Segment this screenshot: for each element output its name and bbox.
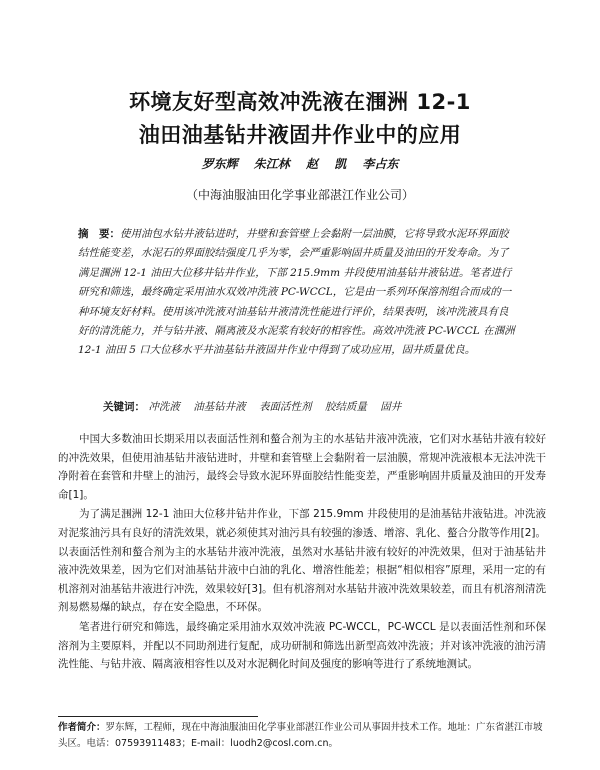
keywords-label: 关键词： [103,401,145,413]
keyword: 油基钻井液 [193,401,246,413]
body-paragraph: 为了满足涠洲 12-1 油田大位移井钻井作业，下部 215.9mm 井段使用的是油基钻井液钻进。冲洗液对泥浆油污具有良好的清洗效果，就必须使其对油污具有较强的渗透、增溶、乳化、螯合分散等作用[2]。以表面活性剂和螯合剂为主的水基钻井液冲洗液，虽然对水基钻井液有较好的冲洗效果，但对于油基钻井液冲洗效果差，因为它们对油基钻井液中白油的乳化、增溶性能差；根据“相似相容”原理，采用一定的有机溶剂对油基钻井液进行冲洗，效果较好[3]。但有机溶剂对水基钻井液冲洗效果较差，而且有机溶剂清洗剂易燃易爆的缺点，存在安全隐患，不环保。 [58,508,546,614]
body-paragraph: 笔者进行研究和筛选，最终确定采用油水双效冲洗液 PC-WCCL，PC-WCCL 是以表面活性剂和环保溶剂为主要原料，并配以不同助剂进行复配，成功研制和筛选出新型高效冲洗液；并对该冲洗液的油污清洗性能、与钻井液、隔离液相容性以及对水泥稠化时间及强度的影响等进行了系统地测试。 [58,620,546,671]
author-list [0,155,600,172]
keyword: 冲洗液 [148,401,180,413]
abstract [78,225,518,361]
author-name: 凯 [334,157,347,171]
paper-title-line-1: 环境友好型高效冲洗液在涠洲 12-1 [129,90,471,114]
footnote-text: 罗东辉，工程师，现在中海油服油田化学事业部湛江作业公司从事固井技术工作。地址：广东省湛江市坡头区。电话：07593911483；E-mail：luodh2@cosl.com.cn。 [58,722,543,749]
author-name: 罗东辉 [201,157,238,171]
author-name: 李占东 [362,157,399,171]
keywords [103,399,523,414]
affiliation: （中海油服油田化学事业部湛江作业公司） [185,188,414,202]
keyword: 表面活性剂 [259,401,312,413]
keyword: 固井 [380,401,402,413]
author-name: 赵 [305,157,318,171]
keyword: 胶结质量 [324,401,367,413]
body-text [58,430,546,675]
abstract-text: 使用油包水钻井液钻进时，井壁和套管壁上会黏附一层油膜，它将导致水泥环界面胶结性能变差，水泥石的界面胶结强度几乎为零，会严重影响固井质量及油田的开发寿命。为了满足涠洲 12-1 油田大位移井钻井作业，下部 215.9mm 井段使用油基钻井液钻进。笔者进行研究和筛选，最终确定采用油水双效冲洗液 PC-WCCL，它是由一系列环保溶剂组合而成的一种环境友好材料。使用该冲洗液对油基钻井液清洗性能进行评价，结果表明，该冲洗液具有良好的清洗能力，并与钻井液、隔离液及水泥浆有较好的相容性。高效冲洗液 PC-WCCL 在涠洲 12-1 油田 5 口大位移水平井油基钻井液固井作业中得到了成功应用，固井质量优良。 [78,228,515,357]
paper-title-line-2: 油田油基钻井液固井作业中的应用 [138,123,462,147]
footnote-label: 作者简介： [58,722,106,733]
author-name: 朱江林 [253,157,290,171]
body-paragraph: 中国大多数油田长期采用以表面活性剂和螯合剂为主的水基钻井液冲洗液，它们对水基钻井液有较好的冲洗效果，但使用油基钻井液钻进时，井壁和套管壁上会黏附着一层油膜，常规冲洗液根本无法冲洗干净附着在套管和井壁上的油污，最终会导致水泥环界面胶结性能变差，严重影响固井质量及油田的开发寿命[1]。 [58,433,546,501]
abstract-label: 摘 要： [78,228,120,240]
footnote-divider [58,716,258,717]
footnote [58,720,546,752]
